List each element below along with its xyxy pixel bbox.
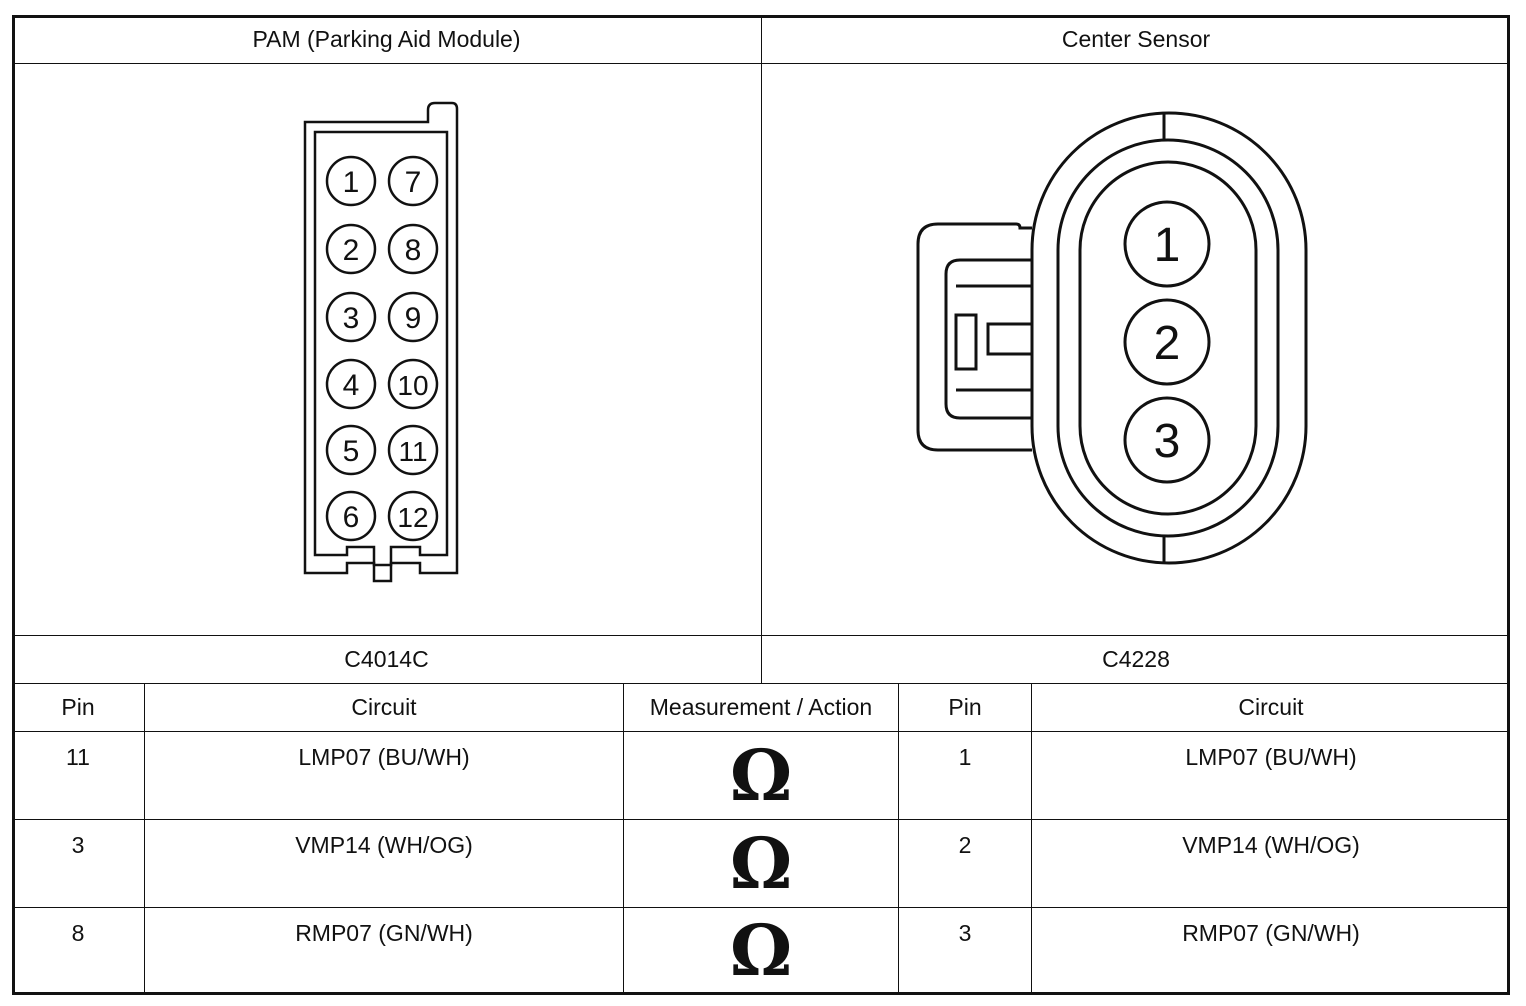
header-pin-a: Pin: [61, 694, 95, 720]
ohm-symbol: Ω: [729, 821, 793, 905]
pam-pin-label: 2: [342, 234, 360, 267]
center-sensor-connector-diagram: [900, 100, 1320, 580]
row-1-circuit-b: LMP07 (BU/WH): [1185, 744, 1357, 770]
row-2-ohm-icon: [624, 820, 898, 907]
row-3-pin-b: 3: [958, 920, 972, 946]
row-3-pin-a: 8: [71, 920, 85, 946]
sensor-pin-label: 2: [1153, 317, 1181, 370]
row-2-pin-b: 2: [958, 832, 972, 858]
row-1-circuit-a: LMP07 (BU/WH): [298, 744, 470, 770]
pam-pin-label: 12: [397, 502, 429, 533]
divider: [761, 15, 762, 684]
pam-pin-label: 10: [397, 370, 429, 401]
pam-pin-label: 5: [342, 435, 360, 468]
row-2-circuit-b: VMP14 (WH/OG): [1182, 832, 1360, 858]
sensor-connector-id: C4228: [1102, 646, 1170, 672]
pam-pin-label: 1: [342, 166, 360, 199]
pam-pin-label: 8: [404, 234, 422, 267]
ohm-symbol: Ω: [729, 733, 793, 817]
row-2-circuit-a: VMP14 (WH/OG): [295, 832, 473, 858]
row-1-ohm-icon: [624, 732, 898, 819]
pam-connector-id: C4014C: [344, 646, 429, 672]
pam-title: PAM (Parking Aid Module): [252, 25, 521, 52]
pam-pin-label: 4: [342, 369, 360, 402]
row-1-pin-b: 1: [958, 744, 972, 770]
pam-pin-label: 9: [404, 302, 422, 335]
row-3-ohm-icon: [624, 908, 898, 993]
pam-pin-label: 7: [404, 166, 422, 199]
row-1-pin-a: 11: [66, 744, 90, 770]
row-3-circuit-a: RMP07 (GN/WH): [295, 920, 473, 946]
row-2-pin-a: 3: [71, 832, 85, 858]
pam-pin-label: 6: [342, 501, 360, 534]
header-measurement-action: Measurement / Action: [649, 694, 873, 720]
sensor-pin-label: 1: [1153, 219, 1181, 272]
pam-pin-label: 11: [398, 436, 428, 467]
center-sensor-title: Center Sensor: [1061, 25, 1211, 52]
row-3-circuit-b: RMP07 (GN/WH): [1182, 920, 1360, 946]
header-pin-b: Pin: [948, 694, 982, 720]
ohm-symbol: Ω: [729, 908, 793, 992]
pam-pin-label: 3: [342, 302, 360, 335]
header-circuit-b: Circuit: [1238, 694, 1304, 720]
pam-connector-diagram: [280, 95, 480, 595]
header-circuit-a: Circuit: [351, 694, 417, 720]
sensor-pin-label: 3: [1153, 415, 1181, 468]
